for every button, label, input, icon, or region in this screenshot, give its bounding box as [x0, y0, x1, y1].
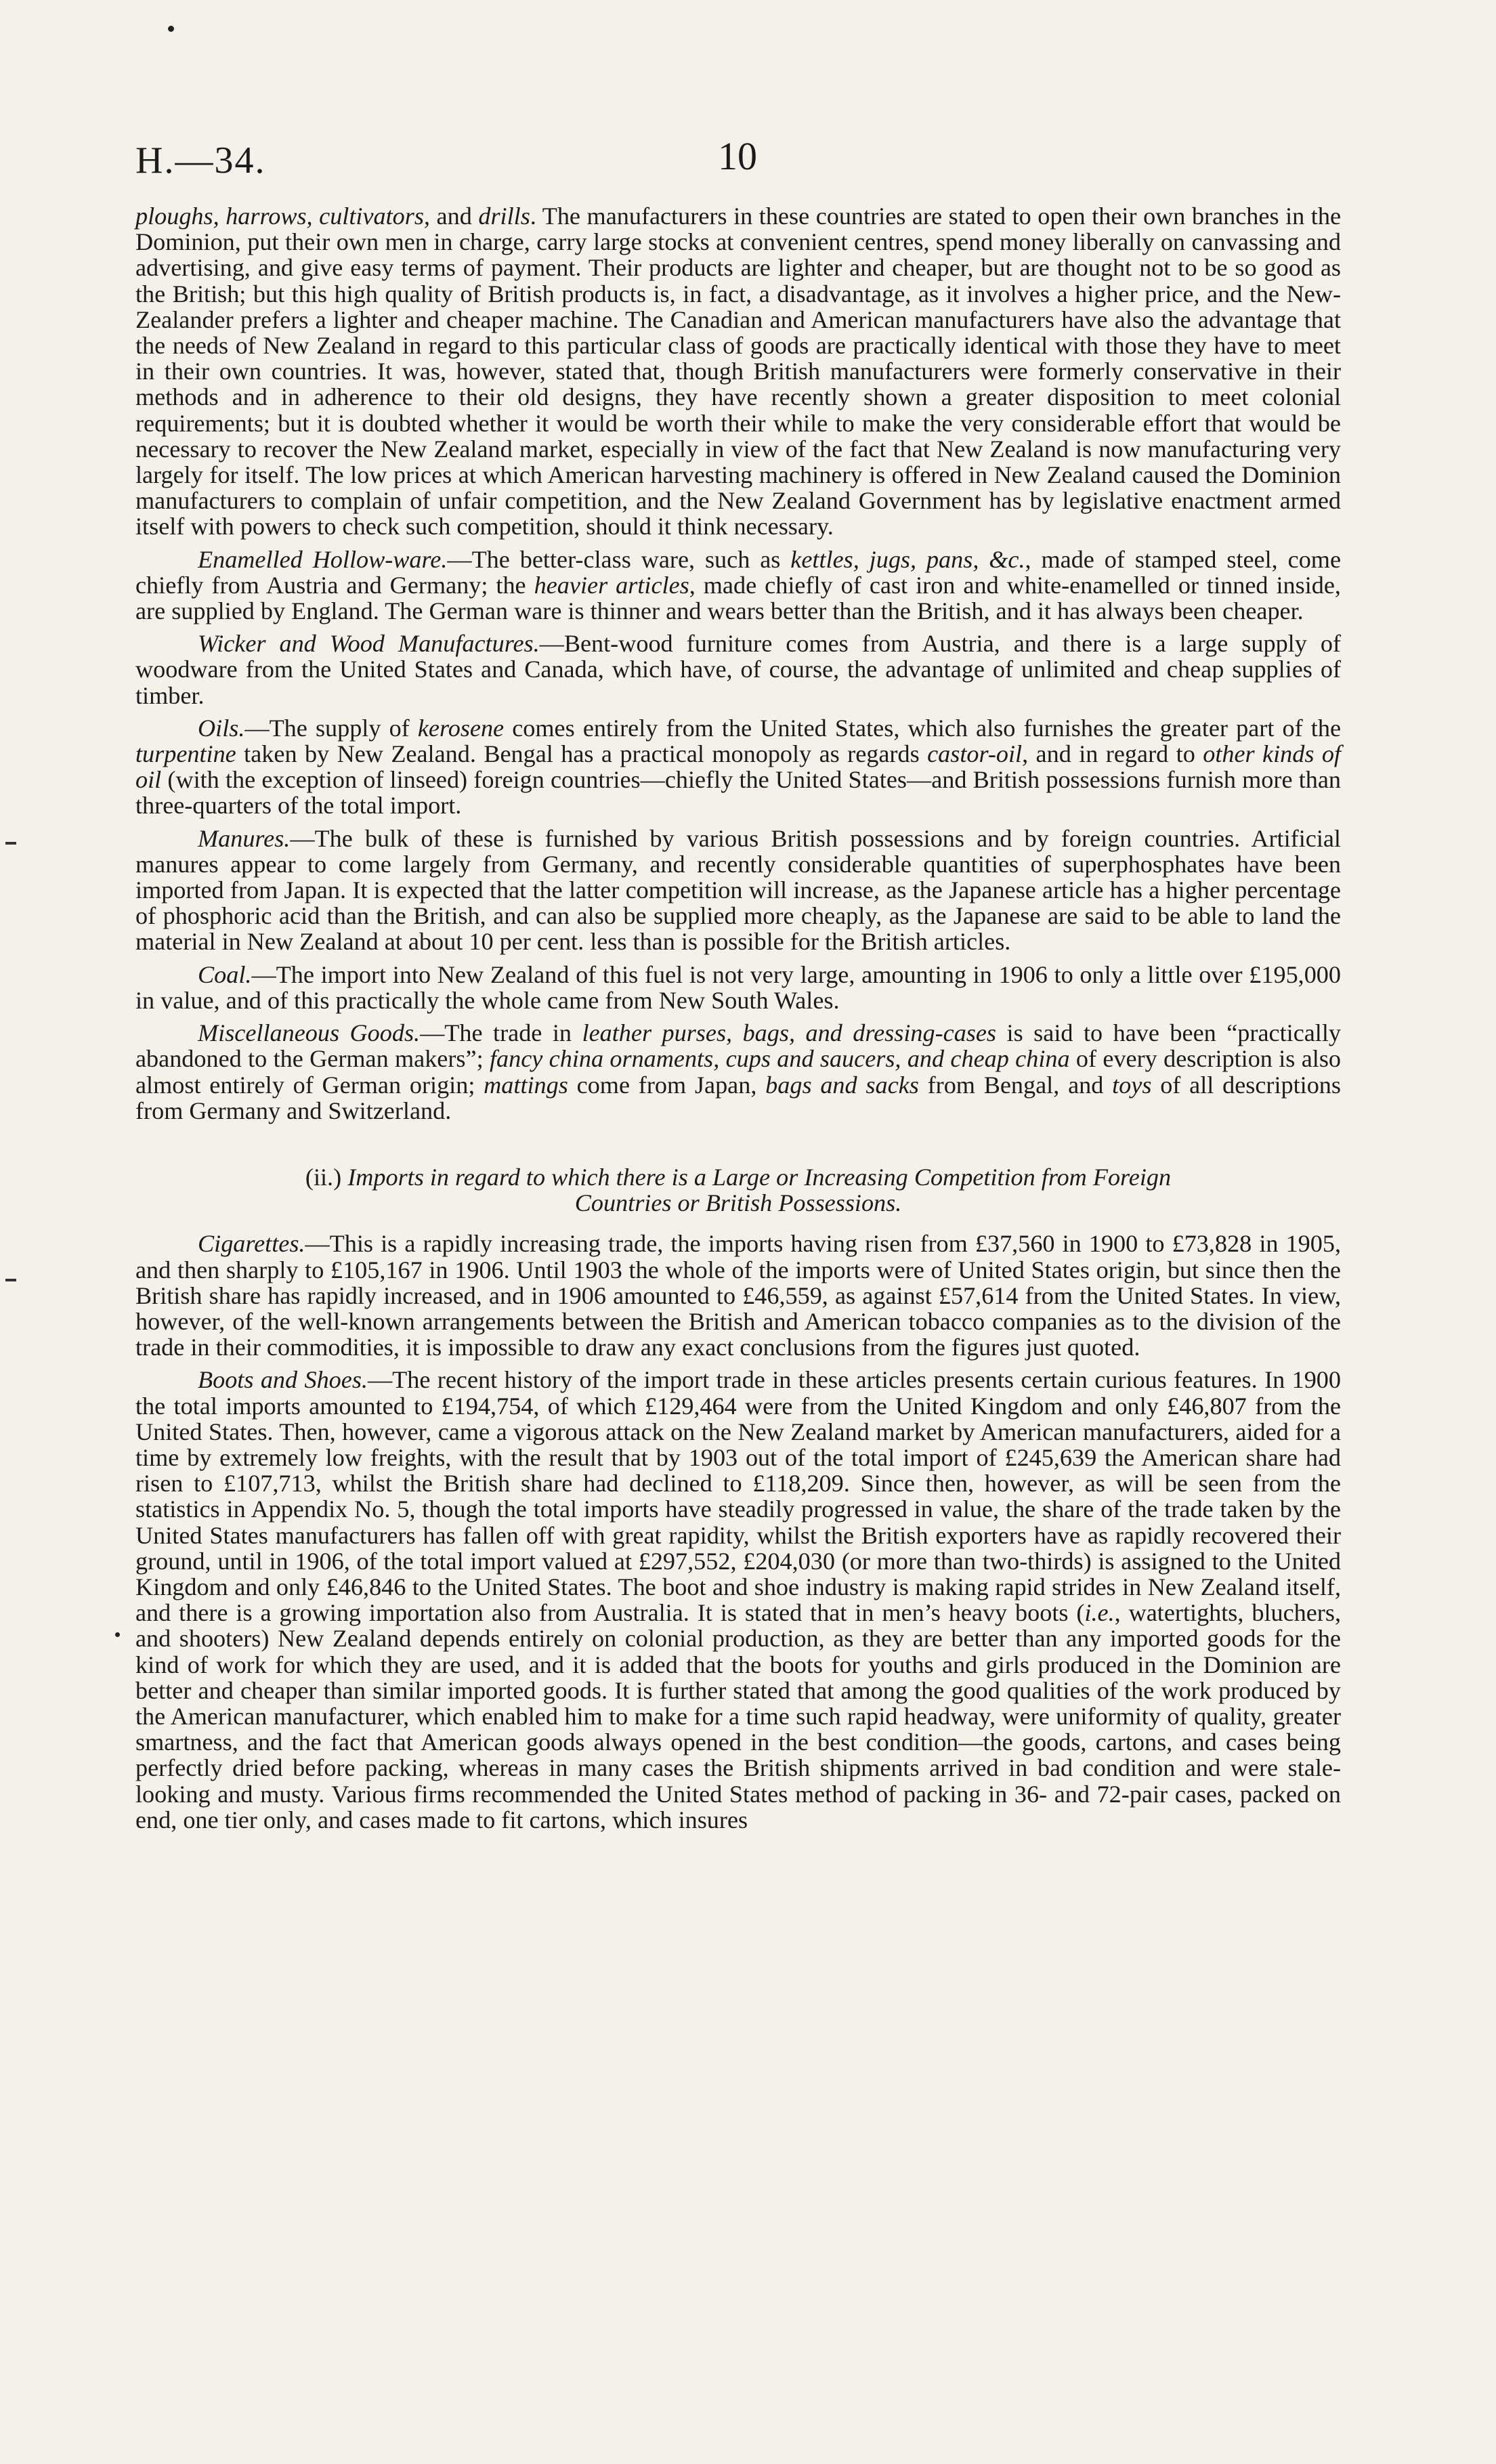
paragraph-oils: Oils.—The supply of kerosene comes entirely from the United States, which also furnishes the greater part of the turpentine taken by New Zealand. Bengal has a practical monopoly as regards castor-oil, and in regard to other kinds of oil (with the exception of linseed) foreign countries—chiefly the United States—and British possessions furnish more than three-quarters of the total import. [135, 714, 1342, 820]
paragraph-cigarettes: Cigarettes.—This is a rapidly increasing trade, the imports having risen from £37,560 in 1900 to £73,828 in 1905, and then sharply to £105,167 in 1906. Until 1903 the whole of the imports were of United States origin, but since then the British share has rapidly increased, and in 1906 amounted to £46,559, as against £57,614 from the United States. In view, however, of the well-known arrangements between the British and American tobacco companies as to the division of the trade in their commodities, it is impossible to draw any exact conclusions from the figures just quoted. [135, 1230, 1341, 1361]
paragraph-miscellaneous-goods: Miscellaneous Goods.—The trade in leather purses, bags, and dressing-cases is said to have been “practically abandoned to the German makers”; fancy china ornaments, cups and saucers, and cheap china of every description is also almost entirely of German origin; mattings come from Japan, bags and sacks from Bengal, and toys of all descriptions from Germany and Switzerland. [135, 1019, 1342, 1124]
scan-mark-left-lower [5, 1279, 16, 1281]
paragraph-coal: Coal.—The import into New Zealand of this fuel is not very large, amounting in 1906 to only a little over £195,000 in value, and of this practically the whole came from New South Wales. [135, 960, 1341, 1014]
scan-speck-bottom [115, 1632, 120, 1637]
scan-mark-left [5, 842, 16, 845]
section-title-line1: Imports in regard to which there is a Large or Increasing Competition from Foreign [347, 1163, 1172, 1191]
paragraph-manures: Manures.—The bulk of these is furnished by various British possessions and by foreign countries. Artificial manures appear to come largely from Germany, and recently considerable quantities of superphosphates have been imported from Japan. It is expected that the latter competition will increase, as the Japanese article has a higher percentage of phosphoric acid than the British, and can also be supplied more cheaply, as the Japanese are said to be able to land the material in New Zealand at about 10 per cent. less than is possible for the British articles. [135, 824, 1341, 956]
paragraph-enamelled-hollow-ware: Enamelled Hollow-ware.—The better-class ware, such as kettles, jugs, pans, &c., made of stamped steel, come chiefly from Austria and Germany; the heavier articles, made chiefly of cast iron and white-enamelled or tinned inside, are supplied by England. The German ware is thinner and wears better than the British, and it has always been cheaper. [135, 545, 1342, 625]
page-number: 10 [718, 134, 757, 178]
section-heading [135, 1164, 1341, 1216]
page-header [135, 134, 1341, 193]
paragraph-wicker-wood: Wicker and Wood Manufactures.—Bent-wood furniture comes from Austria, and there is a large supply of woodware from the United States and Canada, which have, of course, the advantage of unlimited and cheap supplies of timber. [135, 630, 1341, 709]
report-reference: H.—34. [135, 140, 266, 182]
paragraph-agricultural-implements: ploughs, harrows, cultivators, and drills. The manufacturers in these countries are stated to open their own branches in the Dominion, put their own men in charge, carry large stocks at convenient centres, spend money liberally on canvassing and advertising, and give easy terms of payment. Their products are lighter and cheaper, but are thought not to be so good as the British; but this high quality of British products is, in fact, a disadvantage, as it involves a higher price, and the New-Zealander prefers a lighter and cheaper machine. The Canadian and American manufacturers have also the advantage that the needs of New Zealand in regard to this particular class of goods are practically identical with those they have to meet in their own countries. It was, however, stated that, though British manufacturers were formerly conservative in their methods and in adherence to their old designs, they have recently shown a greater disposition to meet colonial requirements; but it is doubted whether it would be worth their while to make the very considerable effort that would be necessary to recover the New Zealand market, especially in view of the fact that New Zealand is now manufacturing very largely for itself. The low prices at which American harvesting machinery is offered in New Zealand caused the Dominion manufacturers to complain of unfair competition, and the New Zealand Government has by legislative enactment armed itself with powers to check such competition, should it think necessary. [135, 203, 1342, 540]
section-number: (ii.) [305, 1163, 342, 1191]
section-title-line2: Countries or British Possessions. [574, 1189, 902, 1217]
document-page [135, 0, 1341, 2464]
paragraph-boots-shoes: Boots and Shoes.—The recent history of the import trade in these articles presents certain curious features. In 1900 the total imports amounted to £194,754, of which £129,464 were from the United Kingdom and only £46,807 from the United States. Then, however, came a vigorous attack on the New Zealand market by American manufacturers, aided for a time by extremely low freights, with the result that by 1903 out of the total import of £245,639 the American share had risen to £107,713, whilst the British share had declined to £118,209. Since then, however, as will be seen from the statistics in Appendix No. 5, though the total imports have steadily progressed in value, the share of the trade taken by the United States manufacturers has fallen off with great rapidity, whilst the British exporters have as rapidly recovered their ground, until in 1906, of the total import valued at £297,552, £204,030 (or more than two-thirds) is assigned to the United Kingdom and only £46,846 to the United States. The boot and shoe industry is making rapid strides in New Zealand itself, and there is a growing importation also from Australia. It is stated that in men’s heavy boots (i.e., watertights, bluchers, and shooters) New Zealand depends entirely on colonial production, as they are better than any imported goods for the kind of work for which they are used, and it is added that the boots for youths and girls produced in the Dominion are better and cheaper than similar imported goods. It is further stated that among the good qualities of the work produced by the American manufacturer, which enabled him to make for a time such rapid headway, were uniformity of quality, greater smartness, and the fact that American goods always opened in the best condition—the goods, cartons, and cases being perfectly dried before packing, whereas in many cases the British shipments arrived in bad condition and were stale-looking and musty. Various firms recommended the United States method of packing in 36- and 72-pair cases, packed on end, one tier only, and cases made to fit cartons, which insures [135, 1366, 1341, 1833]
body-text [135, 203, 1341, 1840]
